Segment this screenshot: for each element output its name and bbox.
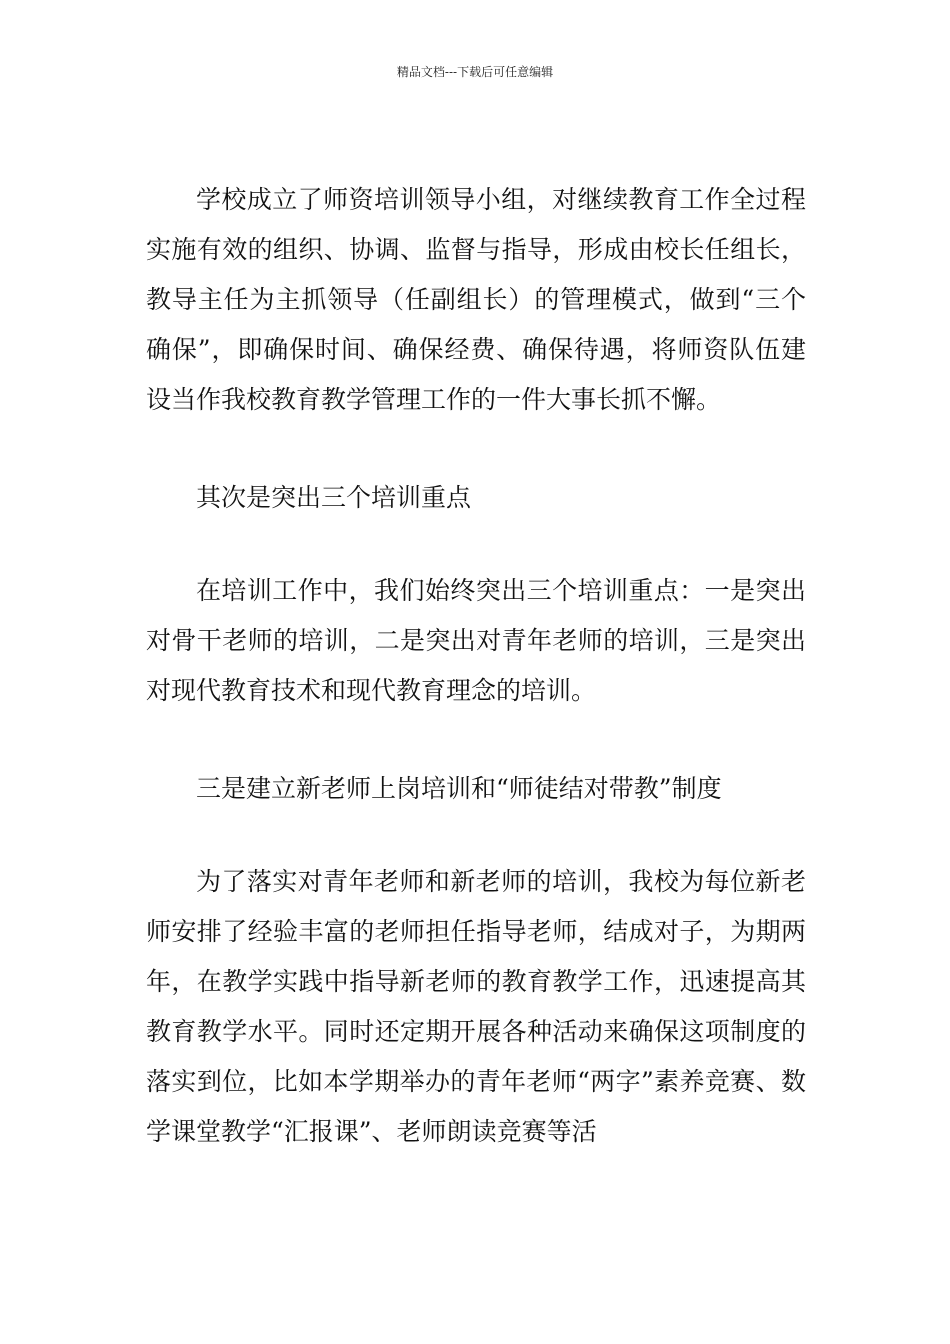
document-body [146,175,806,1157]
paragraph-leadership-group: 学校成立了师资培训领导小组，对继续教育工作全过程实施有效的组织、协调、监督与指导，形成由校长任组长，教导主任为主抓领导（任副组长）的管理模式，做到“三个确保”，即确保时间、确保经费、确保待遇，将师资队伍建设当作我校教育教学管理工作的一件大事长抓不懈。 [146,185,806,414]
heading-mentoring-system: 三是建立新老师上岗培训和“师徒结对带教”制度 [196,774,722,803]
paragraph-mentoring-system: 为了落实对青年老师和新老师的培训，我校为每位新老师安排了经验丰富的老师担任指导老师，结成对子，为期两年，在教学实践中指导新老师的教育教学工作，迅速提高其教育教学水平。同时还定期开展各种活动来确保这项制度的落实到位，比如本学期举办的青年老师“两字”素养竞赛、数学课堂教学“汇报课”、老师朗读竞赛等活 [146,867,806,1146]
paragraph-spacer [146,523,806,566]
paragraph-spacer [146,716,806,764]
paragraph-training-focus: 在培训工作中，我们始终突出三个培训重点：一是突出对骨干老师的培训，二是突出对青年老师的培训，三是突出对现代教育技术和现代教育理念的培训。 [146,576,806,705]
page-header: 精品文档---下载后可任意编辑 [396,65,554,79]
paragraph-spacer [146,814,806,857]
paragraph-spacer [146,425,806,473]
heading-training-focus: 其次是突出三个培训重点 [196,483,472,512]
